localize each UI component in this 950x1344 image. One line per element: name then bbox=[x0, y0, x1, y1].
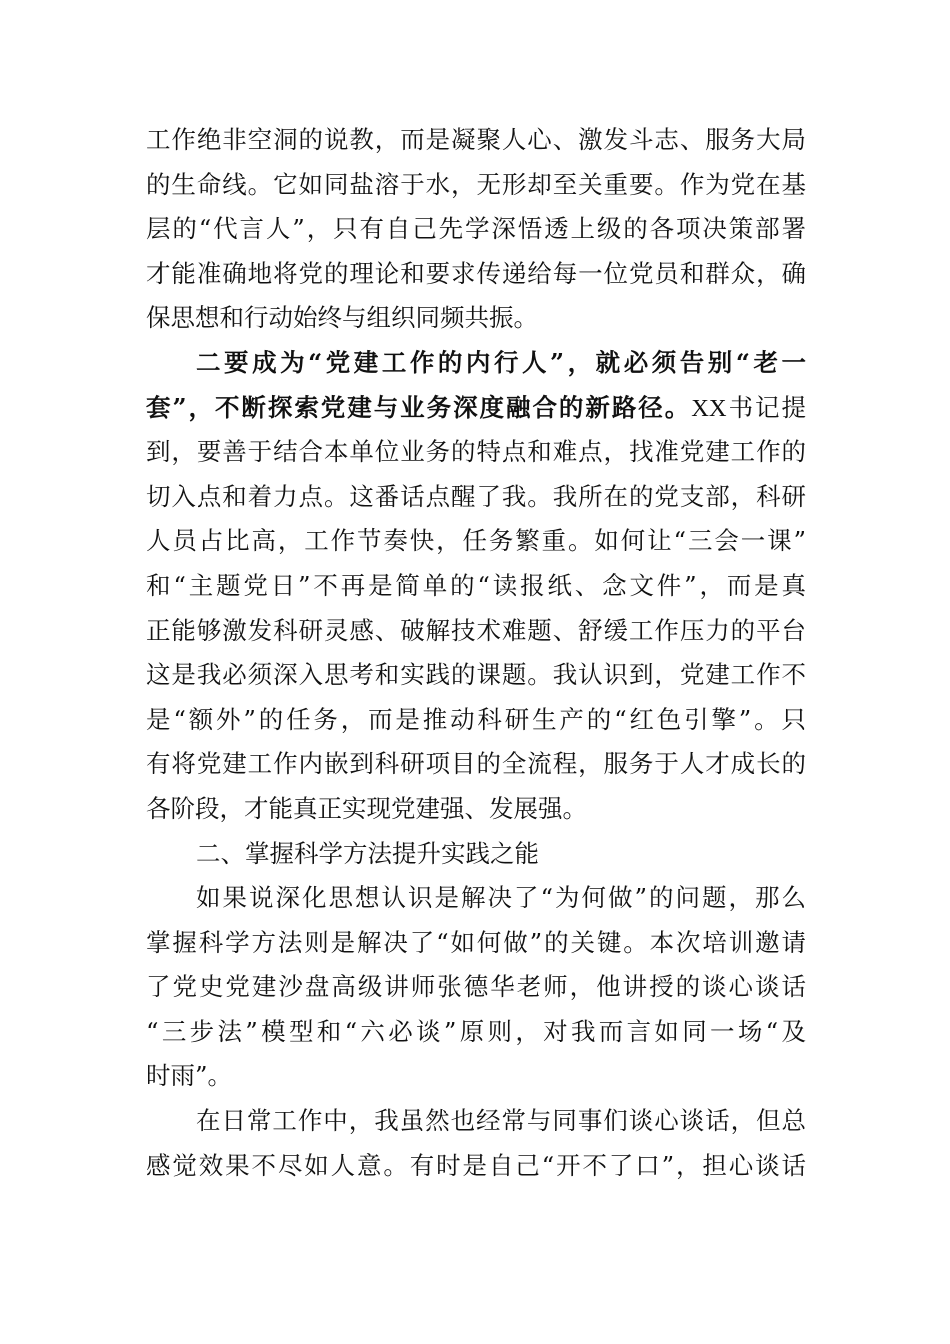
paragraph-3-line-3: 了党史党建沙盘高级讲师张德华老师，他讲授的谈心谈话 bbox=[146, 972, 806, 1002]
paragraph-4-line-2: 感觉效果不尽如人意。有时是自己“开不了口”，担心谈话 bbox=[146, 1150, 806, 1180]
paragraph-1-line-2: 的生命线。它如同盐溶于水，无形却至关重要。作为党在基 bbox=[146, 169, 806, 199]
paragraph-1-line-4: 才能准确地将党的理论和要求传递给每一位党员和群众，确 bbox=[146, 258, 806, 288]
document-body bbox=[146, 118, 806, 1188]
paragraph-3-line-4: “三步法”模型和“六必谈”原则，对我而言如同一场“及 bbox=[146, 1016, 806, 1046]
paragraph-2-line-5: 人员占比高，工作节奏快，任务繁重。如何让“三会一课” bbox=[146, 526, 806, 556]
section-heading: 二、掌握科学方法提升实践之能 bbox=[196, 838, 539, 868]
paragraph-1-line-1: 工作绝非空洞的说教，而是凝聚人心、激发斗志、服务大局 bbox=[146, 125, 806, 154]
paragraph-2-line-9: 是“额外”的任务，而是推动科研生产的“红色引擎”。只 bbox=[146, 704, 806, 734]
paragraph-3-line-2: 掌握科学方法则是解决了“如何做”的关键。本次培训邀请 bbox=[146, 927, 806, 957]
paragraph-2-line-7: 正能够激发科研灵感、破解技术难题、舒缓工作压力的平台 bbox=[146, 615, 806, 645]
paragraph-2-bold-line-2: 套”，不断探索党建与业务深度融合的新路径。 bbox=[146, 392, 692, 422]
paragraph-2-line-6: 和“主题党日”不再是简单的“读报纸、念文件”，而是真 bbox=[146, 570, 806, 600]
paragraph-2-line-2 bbox=[146, 386, 806, 431]
paragraph-2-line-8: 这是我必须深入思考和实践的课题。我认识到，党建工作不 bbox=[146, 660, 806, 690]
paragraph-2-line-3: 到，要善于结合本单位业务的特点和难点，找准党建工作的 bbox=[146, 437, 806, 467]
paragraph-2-line-2-tail: XX书记提 bbox=[691, 394, 806, 422]
paragraph-1-line-5: 保思想和行动始终与组织同频共振。 bbox=[146, 303, 538, 333]
paragraph-4-line-1: 在日常工作中，我虽然也经常与同事们谈心谈话，但总 bbox=[196, 1106, 806, 1136]
paragraph-1-line-3: 层的“代言人”，只有自己先学深悟透上级的各项决策部署 bbox=[146, 214, 806, 244]
paragraph-3-line-5: 时雨”。 bbox=[146, 1061, 233, 1091]
paragraph-2-line-4: 切入点和着力点。这番话点醒了我。我所在的党支部，科研 bbox=[146, 481, 806, 511]
paragraph-2-line-10: 有将党建工作内嵌到科研项目的全流程，服务于人才成长的 bbox=[146, 749, 806, 779]
paragraph-2-bold-line-1: 二要成为“党建工作的内行人”，就必须告别“老一 bbox=[196, 347, 806, 377]
paragraph-3-line-1: 如果说深化思想认识是解决了“为何做”的问题，那么 bbox=[196, 883, 806, 913]
paragraph-2-line-11: 各阶段，才能真正实现党建强、发展强。 bbox=[146, 793, 587, 823]
